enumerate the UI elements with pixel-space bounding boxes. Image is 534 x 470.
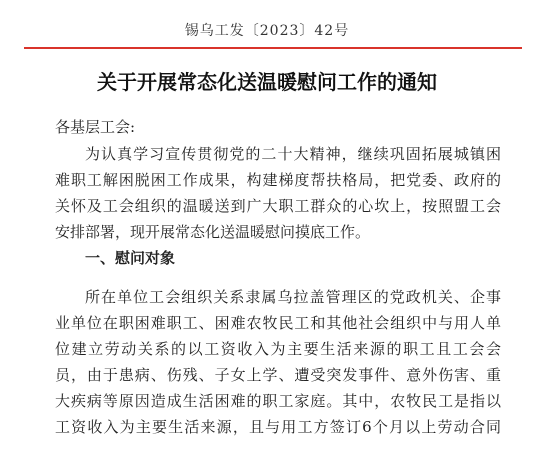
paragraph-line: 业单位在职困难职工、困难农牧民工和其他社会组织中与用人单	[55, 314, 501, 332]
paragraph-line: 难职工解困脱困工作成果，构建梯度帮扶格局，把党委、政府的	[55, 171, 501, 189]
salutation: 各基层工会:	[55, 118, 136, 136]
paragraph-line: 安排部署，现开展常态化送温暖慰问摸底工作。	[55, 223, 371, 241]
paragraph-line: 员，由于患病、伤残、子女上学、遭受突发事件、意外伤害、重	[55, 366, 501, 384]
red-header-rule	[24, 47, 522, 49]
paragraph-line: 工资收入为主要生活来源，且与用工方签订6个月以上劳动合同	[55, 418, 501, 436]
document-number: 锡乌工发〔2023〕42号	[184, 23, 350, 39]
paragraph-line: 大疾病等原因造成生活困难的职工家庭。其中，农牧民工是指以	[55, 392, 501, 410]
section-heading: 一、慰问对象	[85, 249, 176, 267]
paragraph-line: 所在单位工会组织关系隶属乌拉盖管理区的党政机关、企事	[85, 288, 501, 306]
paragraph-line: 位建立劳动关系的以工资收入为主要生活来源的职工且工会会	[55, 340, 501, 358]
paragraph-line: 为认真学习宣传贯彻党的二十大精神，继续巩固拓展城镇困	[85, 145, 501, 163]
paragraph-line: 关怀及工会组织的温暖送到广大职工群众的心坎上，按照盟工会	[55, 197, 501, 215]
document-title: 关于开展常态化送温暖慰问工作的通知	[97, 70, 437, 94]
